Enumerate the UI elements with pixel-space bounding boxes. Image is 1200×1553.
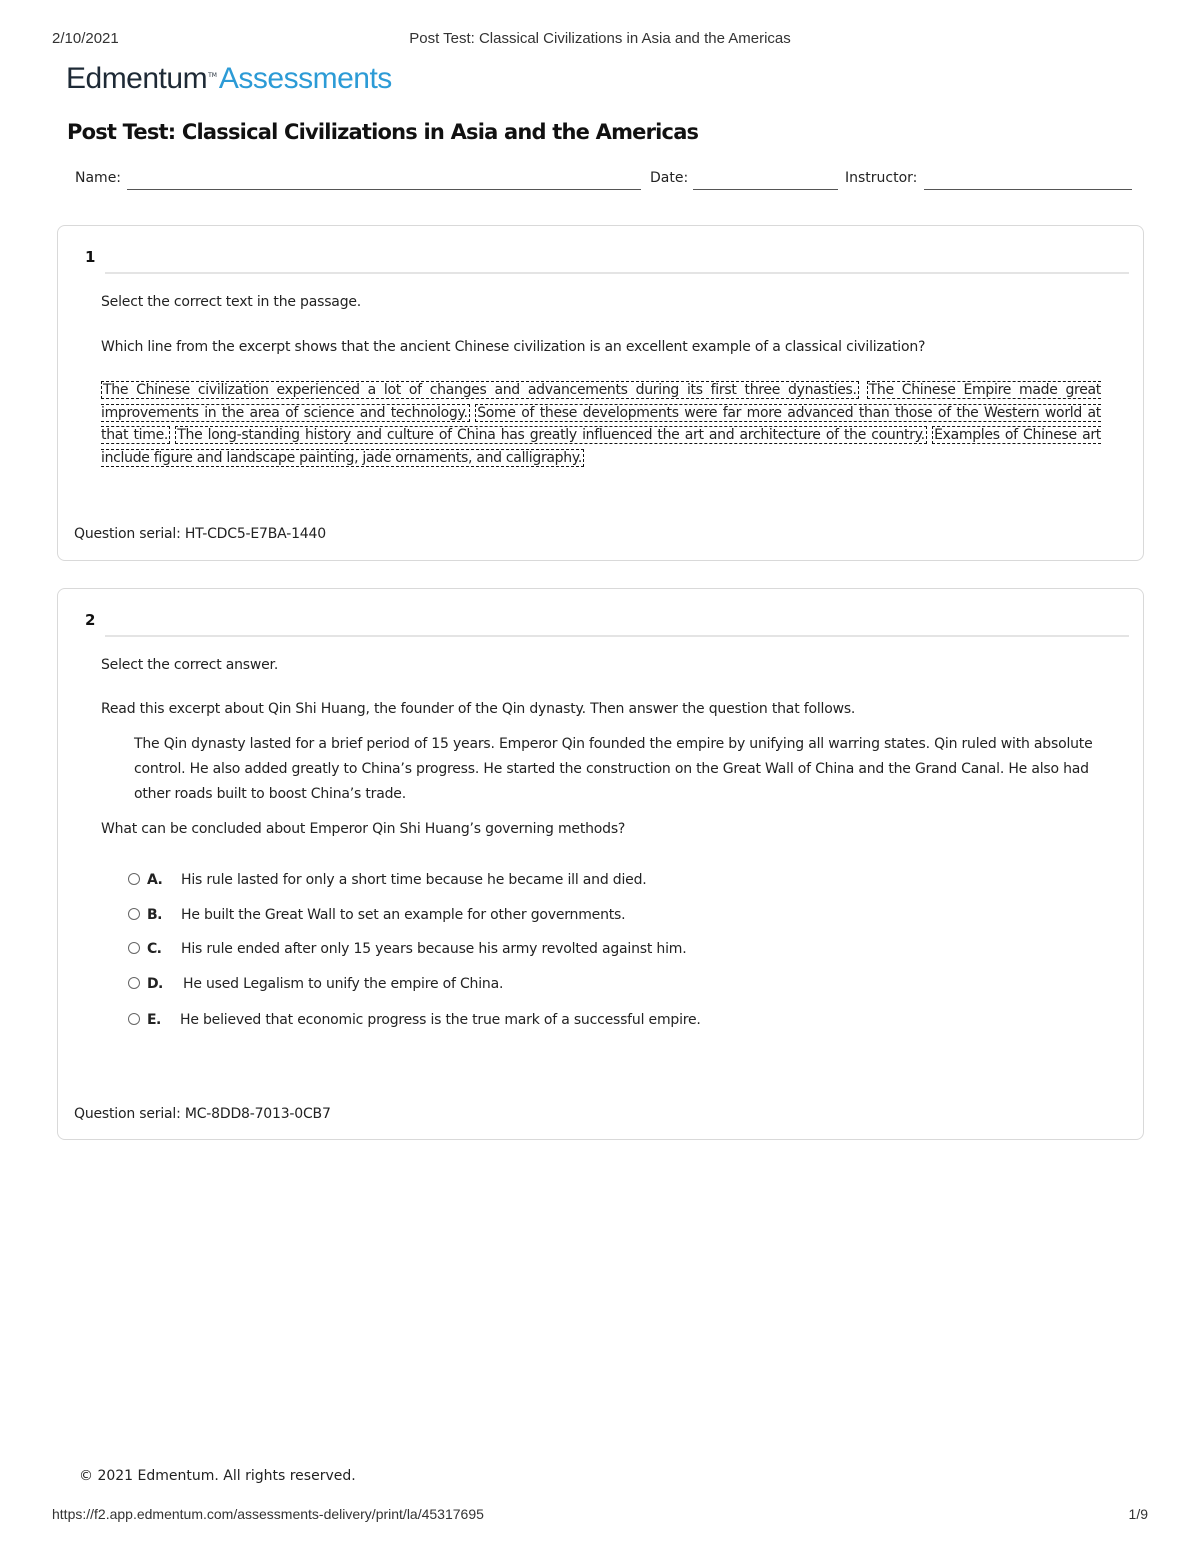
print-header [52, 30, 1148, 50]
question-serial: Question serial: HT-CDC5-E7BA-1440 [74, 526, 326, 542]
page-number: 1/9 [1128, 1506, 1148, 1522]
name-line [127, 189, 641, 190]
passage-sentence-5[interactable]: Examples of Chinese art include figure and landscape painting, jade ornaments, and calligraphy. [101, 427, 1101, 467]
option-letter: E. [147, 1012, 161, 1028]
question-divider [105, 272, 1129, 274]
question-prompt: Which line from the excerpt shows that the ancient Chinese civilization is an excellent example of a classical civilization? [101, 339, 926, 355]
radio-icon[interactable] [128, 873, 140, 885]
logo-trademark: TM [208, 72, 217, 79]
option-letter: A. [147, 872, 163, 888]
date-label: Date: [650, 170, 689, 186]
print-title: Post Test: Classical Civilizations in Asia and the Americas [409, 30, 791, 47]
option-text: He believed that economic progress is the true mark of a successful empire. [180, 1012, 701, 1028]
name-label: Name: [75, 170, 122, 186]
question-number: 1 [85, 248, 96, 266]
radio-icon[interactable] [128, 1013, 140, 1025]
option-letter: C. [147, 941, 162, 957]
option-text: His rule ended after only 15 years because his army revolted against him. [181, 941, 687, 957]
logo-assessments-text: Assessments [218, 62, 392, 95]
question-prompt: Read this excerpt about Qin Shi Huang, the founder of the Qin dynasty. Then answer the question that follows. [101, 701, 856, 717]
option-text: His rule lasted for only a short time because he became ill and died. [181, 872, 647, 888]
question-card-1 [57, 225, 1144, 561]
print-date: 2/10/2021 [52, 30, 119, 47]
passage-sentence-2[interactable]: The Chinese Empire made great improvements in the area of science and technology. [101, 382, 1101, 421]
question-instruction: Select the correct answer. [101, 657, 279, 673]
instructor-label: Instructor: [845, 170, 918, 186]
passage-sentence-1[interactable]: The Chinese civilization experienced a lot of changes and advancements during its first three dynasties. [103, 382, 857, 398]
print-footer [52, 1506, 1148, 1526]
copyright: © 2021 Edmentum. All rights reserved. [79, 1468, 356, 1484]
passage-sentence-3[interactable]: Some of these developments were far more advanced than those of the Western world at that time. [101, 404, 1101, 444]
radio-icon[interactable] [128, 942, 140, 954]
question-card-2 [57, 588, 1144, 1140]
selectable-passage [101, 379, 1101, 470]
question-instruction: Select the correct text in the passage. [101, 294, 362, 310]
question-stem: What can be concluded about Emperor Qin Shi Huang’s governing methods? [101, 821, 626, 837]
radio-icon[interactable] [128, 908, 140, 920]
question-divider [105, 635, 1129, 637]
excerpt-block: The Qin dynasty lasted for a brief period of 15 years. Emperor Qin founded the empire by unifying all warring states. Qin ruled with absolute control. He also added greatly to China’s progress. He started the construction on the Great Wall of China and the Grand Canal. He also had other roads built to boost China’s trade. [134, 736, 1093, 802]
option-letter: B. [147, 907, 162, 923]
question-number: 2 [85, 611, 96, 629]
radio-icon[interactable] [128, 977, 140, 989]
option-text: He built the Great Wall to set an example for other governments. [181, 907, 626, 923]
student-info-fields [75, 170, 1135, 194]
print-url: https://f2.app.edmentum.com/assessments-delivery/print/la/45317695 [52, 1506, 484, 1522]
passage-sentence-4[interactable]: The long-standing history and culture of China has greatly influenced the art and architecture of the country. [177, 427, 925, 444]
edmentum-assessments-logo [66, 62, 392, 102]
instructor-line [924, 189, 1132, 190]
page-title: Post Test: Classical Civilizations in Asia and the Americas [67, 120, 699, 144]
logo-edmentum-text: Edmentum [66, 62, 208, 95]
option-letter: D. [147, 976, 163, 992]
question-serial: Question serial: MC-8DD8-7013-0CB7 [74, 1106, 331, 1122]
option-text: He used Legalism to unify the empire of China. [183, 976, 504, 992]
date-line [693, 189, 838, 190]
